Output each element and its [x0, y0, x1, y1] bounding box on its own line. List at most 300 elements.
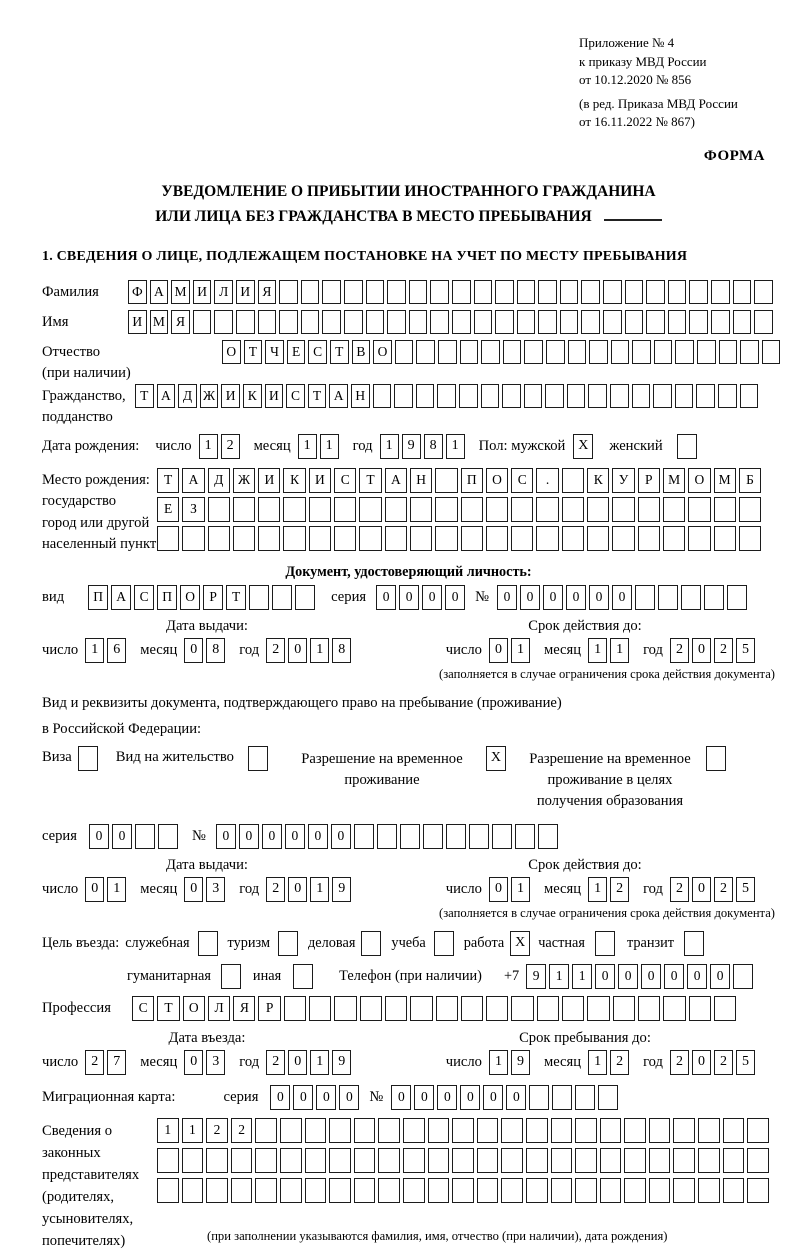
char-box[interactable]	[754, 280, 773, 304]
char-box[interactable]: Т	[244, 340, 263, 364]
char-box[interactable]	[560, 310, 579, 334]
purpose-transit-checkbox[interactable]	[684, 931, 704, 956]
char-box[interactable]: А	[385, 468, 407, 493]
char-box[interactable]	[635, 585, 655, 610]
char-box[interactable]: 2	[221, 434, 240, 459]
char-box[interactable]	[740, 340, 759, 364]
char-box[interactable]	[747, 1118, 769, 1143]
char-box[interactable]: 0	[641, 964, 661, 989]
char-box[interactable]: Р	[203, 585, 223, 610]
char-box[interactable]: П	[461, 468, 483, 493]
char-box[interactable]: 9	[332, 877, 351, 902]
char-box[interactable]: 2	[266, 877, 285, 902]
char-box[interactable]	[675, 384, 694, 408]
purpose-work-checkbox[interactable]: X	[510, 931, 530, 956]
char-box[interactable]	[366, 310, 385, 334]
char-box[interactable]	[322, 280, 341, 304]
char-box[interactable]: 0	[489, 877, 508, 902]
char-box[interactable]: Н	[351, 384, 370, 408]
char-box[interactable]	[385, 996, 407, 1021]
char-box[interactable]	[501, 1118, 523, 1143]
char-box[interactable]	[283, 497, 305, 522]
char-box[interactable]	[385, 526, 407, 551]
char-box[interactable]	[560, 280, 579, 304]
char-box[interactable]: 0	[489, 638, 508, 663]
char-box[interactable]	[704, 585, 724, 610]
char-box[interactable]	[452, 280, 471, 304]
char-box[interactable]: 1	[320, 434, 339, 459]
char-box[interactable]: О	[373, 340, 392, 364]
char-box[interactable]	[562, 497, 584, 522]
char-box[interactable]: 0	[270, 1085, 290, 1110]
char-box[interactable]: 3	[206, 1050, 225, 1075]
char-box[interactable]	[403, 1148, 425, 1173]
char-box[interactable]: 2	[206, 1118, 228, 1143]
char-box[interactable]	[236, 310, 255, 334]
char-box[interactable]: П	[157, 585, 177, 610]
char-box[interactable]	[258, 310, 277, 334]
char-box[interactable]	[575, 1085, 595, 1110]
char-box[interactable]: 0	[687, 964, 707, 989]
char-box[interactable]	[613, 996, 635, 1021]
char-box[interactable]: И	[258, 468, 280, 493]
residence-permit-checkbox[interactable]	[248, 746, 268, 771]
char-box[interactable]: Т	[330, 340, 349, 364]
char-box[interactable]	[638, 497, 660, 522]
char-box[interactable]: С	[132, 996, 154, 1021]
char-box[interactable]: П	[88, 585, 108, 610]
char-box[interactable]: 0	[618, 964, 638, 989]
char-box[interactable]: 1	[182, 1118, 204, 1143]
char-box[interactable]	[334, 996, 356, 1021]
char-box[interactable]	[301, 310, 320, 334]
char-box[interactable]	[279, 310, 298, 334]
char-box[interactable]	[517, 310, 536, 334]
char-box[interactable]	[385, 497, 407, 522]
char-box[interactable]: 0	[506, 1085, 526, 1110]
char-box[interactable]	[673, 1118, 695, 1143]
char-box[interactable]	[581, 280, 600, 304]
char-box[interactable]	[581, 310, 600, 334]
char-box[interactable]	[435, 526, 457, 551]
char-box[interactable]: 0	[422, 585, 442, 610]
char-box[interactable]	[481, 384, 500, 408]
char-box[interactable]	[435, 497, 457, 522]
char-box[interactable]: О	[180, 585, 200, 610]
char-box[interactable]	[739, 526, 761, 551]
purpose-study-checkbox[interactable]	[434, 931, 454, 956]
char-box[interactable]	[322, 310, 341, 334]
char-box[interactable]: 0	[288, 1050, 307, 1075]
char-box[interactable]	[378, 1118, 400, 1143]
char-box[interactable]	[481, 340, 500, 364]
char-box[interactable]	[681, 585, 701, 610]
char-box[interactable]: 0	[595, 964, 615, 989]
temp-residence-checkbox[interactable]: X	[486, 746, 506, 771]
char-box[interactable]	[446, 824, 466, 849]
char-box[interactable]	[612, 526, 634, 551]
char-box[interactable]	[536, 497, 558, 522]
char-box[interactable]	[625, 310, 644, 334]
char-box[interactable]: Р	[258, 996, 280, 1021]
char-box[interactable]	[663, 526, 685, 551]
char-box[interactable]	[410, 497, 432, 522]
char-box[interactable]	[551, 1118, 573, 1143]
char-box[interactable]	[611, 340, 630, 364]
char-box[interactable]	[723, 1118, 745, 1143]
char-box[interactable]: Т	[157, 996, 179, 1021]
char-box[interactable]	[689, 996, 711, 1021]
char-box[interactable]	[474, 280, 493, 304]
char-box[interactable]	[711, 310, 730, 334]
char-box[interactable]	[182, 526, 204, 551]
char-box[interactable]	[416, 384, 435, 408]
char-box[interactable]	[272, 585, 292, 610]
char-box[interactable]: 9	[402, 434, 421, 459]
char-box[interactable]	[689, 280, 708, 304]
char-box[interactable]: 1	[310, 877, 329, 902]
char-box[interactable]: 0	[308, 824, 328, 849]
char-box[interactable]	[329, 1118, 351, 1143]
char-box[interactable]: 0	[184, 877, 203, 902]
char-box[interactable]: 1	[511, 877, 530, 902]
char-box[interactable]	[377, 824, 397, 849]
char-box[interactable]	[697, 340, 716, 364]
char-box[interactable]: З	[182, 497, 204, 522]
char-box[interactable]: 7	[107, 1050, 126, 1075]
char-box[interactable]: 2	[266, 1050, 285, 1075]
char-box[interactable]	[378, 1148, 400, 1173]
char-box[interactable]	[477, 1118, 499, 1143]
char-box[interactable]: 2	[85, 1050, 104, 1075]
char-box[interactable]: М	[714, 468, 736, 493]
char-box[interactable]	[638, 526, 660, 551]
char-box[interactable]	[537, 996, 559, 1021]
char-box[interactable]: 1	[588, 1050, 607, 1075]
char-box[interactable]: 1	[298, 434, 317, 459]
char-box[interactable]: И	[128, 310, 147, 334]
char-box[interactable]	[545, 384, 564, 408]
char-box[interactable]	[739, 497, 761, 522]
char-box[interactable]	[689, 310, 708, 334]
char-box[interactable]	[430, 280, 449, 304]
char-box[interactable]	[486, 497, 508, 522]
char-box[interactable]: 1	[610, 638, 629, 663]
char-box[interactable]: 0	[339, 1085, 359, 1110]
char-box[interactable]: 0	[184, 638, 203, 663]
char-box[interactable]	[714, 526, 736, 551]
char-box[interactable]: 1	[588, 877, 607, 902]
char-box[interactable]	[517, 280, 536, 304]
char-box[interactable]	[157, 526, 179, 551]
char-box[interactable]: 0	[460, 1085, 480, 1110]
char-box[interactable]: 3	[206, 877, 225, 902]
char-box[interactable]: О	[183, 996, 205, 1021]
char-box[interactable]	[567, 384, 586, 408]
char-box[interactable]	[663, 996, 685, 1021]
char-box[interactable]: И	[221, 384, 240, 408]
char-box[interactable]: 2	[714, 1050, 733, 1075]
char-box[interactable]	[719, 340, 738, 364]
char-box[interactable]: 5	[736, 877, 755, 902]
char-box[interactable]	[305, 1118, 327, 1143]
char-box[interactable]	[495, 280, 514, 304]
char-box[interactable]	[428, 1178, 450, 1203]
char-box[interactable]: 0	[664, 964, 684, 989]
char-box[interactable]: 2	[670, 877, 689, 902]
char-box[interactable]	[552, 1085, 572, 1110]
char-box[interactable]	[354, 824, 374, 849]
char-box[interactable]: С	[308, 340, 327, 364]
char-box[interactable]: Д	[178, 384, 197, 408]
char-box[interactable]	[428, 1118, 450, 1143]
char-box[interactable]	[654, 340, 673, 364]
char-box[interactable]: 0	[589, 585, 609, 610]
char-box[interactable]: 5	[736, 638, 755, 663]
char-box[interactable]	[589, 340, 608, 364]
char-box[interactable]	[625, 280, 644, 304]
char-box[interactable]: С	[134, 585, 154, 610]
char-box[interactable]	[714, 996, 736, 1021]
char-box[interactable]	[354, 1118, 376, 1143]
char-box[interactable]: С	[511, 468, 533, 493]
char-box[interactable]	[437, 384, 456, 408]
char-box[interactable]	[538, 824, 558, 849]
char-box[interactable]	[673, 1178, 695, 1203]
char-box[interactable]	[747, 1178, 769, 1203]
char-box[interactable]	[329, 1148, 351, 1173]
char-box[interactable]	[301, 280, 320, 304]
char-box[interactable]: 0	[543, 585, 563, 610]
sex-male-checkbox[interactable]: X	[573, 434, 593, 459]
char-box[interactable]	[515, 824, 535, 849]
char-box[interactable]: И	[193, 280, 212, 304]
char-box[interactable]	[529, 1085, 549, 1110]
char-box[interactable]: 2	[714, 638, 733, 663]
char-box[interactable]: Ж	[200, 384, 219, 408]
char-box[interactable]: О	[688, 468, 710, 493]
char-box[interactable]	[668, 280, 687, 304]
char-box[interactable]: 1	[380, 434, 399, 459]
char-box[interactable]	[423, 824, 443, 849]
char-box[interactable]: Ж	[233, 468, 255, 493]
char-box[interactable]	[255, 1148, 277, 1173]
char-box[interactable]	[696, 384, 715, 408]
char-box[interactable]: 0	[497, 585, 517, 610]
char-box[interactable]	[718, 384, 737, 408]
char-box[interactable]	[157, 1148, 179, 1173]
char-box[interactable]	[394, 384, 413, 408]
char-box[interactable]	[387, 310, 406, 334]
char-box[interactable]	[403, 1118, 425, 1143]
char-box[interactable]	[551, 1148, 573, 1173]
char-box[interactable]	[280, 1118, 302, 1143]
char-box[interactable]	[649, 1148, 671, 1173]
char-box[interactable]: Н	[410, 468, 432, 493]
char-box[interactable]	[603, 310, 622, 334]
char-box[interactable]: 9	[511, 1050, 530, 1075]
char-box[interactable]	[477, 1148, 499, 1173]
char-box[interactable]	[486, 996, 508, 1021]
char-box[interactable]	[459, 384, 478, 408]
char-box[interactable]: С	[334, 468, 356, 493]
char-box[interactable]	[632, 384, 651, 408]
char-box[interactable]	[344, 310, 363, 334]
char-box[interactable]	[258, 497, 280, 522]
char-box[interactable]: 0	[483, 1085, 503, 1110]
char-box[interactable]	[410, 996, 432, 1021]
char-box[interactable]: 0	[293, 1085, 313, 1110]
char-box[interactable]	[428, 1148, 450, 1173]
char-box[interactable]: 0	[112, 824, 132, 849]
char-box[interactable]: 0	[288, 638, 307, 663]
char-box[interactable]	[378, 1178, 400, 1203]
char-box[interactable]: 1	[549, 964, 569, 989]
char-box[interactable]: Р	[638, 468, 660, 493]
char-box[interactable]	[675, 340, 694, 364]
char-box[interactable]: Л	[214, 280, 233, 304]
char-box[interactable]	[688, 526, 710, 551]
char-box[interactable]	[658, 585, 678, 610]
char-box[interactable]: 0	[391, 1085, 411, 1110]
char-box[interactable]	[284, 996, 306, 1021]
char-box[interactable]	[501, 1178, 523, 1203]
char-box[interactable]	[668, 310, 687, 334]
temp-residence-education-checkbox[interactable]	[706, 746, 726, 771]
char-box[interactable]	[733, 964, 753, 989]
char-box[interactable]	[233, 497, 255, 522]
char-box[interactable]	[344, 280, 363, 304]
char-box[interactable]: 2	[670, 1050, 689, 1075]
char-box[interactable]	[624, 1118, 646, 1143]
char-box[interactable]: 0	[316, 1085, 336, 1110]
char-box[interactable]	[249, 585, 269, 610]
char-box[interactable]	[334, 526, 356, 551]
char-box[interactable]: 2	[610, 1050, 629, 1075]
char-box[interactable]: Л	[208, 996, 230, 1021]
char-box[interactable]	[231, 1148, 253, 1173]
char-box[interactable]: А	[182, 468, 204, 493]
char-box[interactable]	[354, 1148, 376, 1173]
char-box[interactable]	[698, 1118, 720, 1143]
char-box[interactable]: 0	[184, 1050, 203, 1075]
char-box[interactable]	[255, 1178, 277, 1203]
char-box[interactable]: 1	[489, 1050, 508, 1075]
char-box[interactable]: А	[157, 384, 176, 408]
purpose-other-checkbox[interactable]	[293, 964, 313, 989]
char-box[interactable]	[366, 280, 385, 304]
char-box[interactable]	[409, 310, 428, 334]
char-box[interactable]: 0	[612, 585, 632, 610]
char-box[interactable]	[740, 384, 759, 408]
char-box[interactable]: 2	[670, 638, 689, 663]
char-box[interactable]	[524, 384, 543, 408]
char-box[interactable]: Т	[359, 468, 381, 493]
char-box[interactable]: Е	[287, 340, 306, 364]
char-box[interactable]: 1	[157, 1118, 179, 1143]
char-box[interactable]	[309, 526, 331, 551]
char-box[interactable]: 1	[511, 638, 530, 663]
char-box[interactable]	[279, 280, 298, 304]
char-box[interactable]	[435, 468, 457, 493]
char-box[interactable]	[600, 1178, 622, 1203]
char-box[interactable]: М	[171, 280, 190, 304]
char-box[interactable]: 1	[310, 1050, 329, 1075]
char-box[interactable]: 0	[85, 877, 104, 902]
char-box[interactable]	[575, 1118, 597, 1143]
char-box[interactable]	[387, 280, 406, 304]
char-box[interactable]	[452, 1178, 474, 1203]
char-box[interactable]	[452, 1148, 474, 1173]
char-box[interactable]	[329, 1178, 351, 1203]
char-box[interactable]	[295, 585, 315, 610]
char-box[interactable]	[632, 340, 651, 364]
char-box[interactable]	[526, 1148, 548, 1173]
sex-female-checkbox[interactable]	[677, 434, 697, 459]
char-box[interactable]: И	[265, 384, 284, 408]
char-box[interactable]	[206, 1148, 228, 1173]
char-box[interactable]	[562, 526, 584, 551]
char-box[interactable]	[503, 340, 522, 364]
char-box[interactable]: С	[286, 384, 305, 408]
char-box[interactable]	[536, 526, 558, 551]
char-box[interactable]: 1	[107, 877, 126, 902]
char-box[interactable]	[587, 497, 609, 522]
char-box[interactable]: 1	[310, 638, 329, 663]
char-box[interactable]	[747, 1148, 769, 1173]
char-box[interactable]	[587, 996, 609, 1021]
char-box[interactable]: .	[536, 468, 558, 493]
purpose-official-checkbox[interactable]	[198, 931, 218, 956]
char-box[interactable]	[727, 585, 747, 610]
char-box[interactable]	[646, 280, 665, 304]
char-box[interactable]: К	[587, 468, 609, 493]
char-box[interactable]	[231, 1178, 253, 1203]
char-box[interactable]	[646, 310, 665, 334]
char-box[interactable]	[430, 310, 449, 334]
char-box[interactable]	[538, 310, 557, 334]
char-box[interactable]: Я	[171, 310, 190, 334]
char-box[interactable]	[400, 824, 420, 849]
char-box[interactable]	[280, 1178, 302, 1203]
char-box[interactable]: 0	[692, 877, 711, 902]
char-box[interactable]: 6	[107, 638, 126, 663]
char-box[interactable]	[638, 996, 660, 1021]
char-box[interactable]: 1	[199, 434, 218, 459]
char-box[interactable]	[495, 310, 514, 334]
char-box[interactable]: О	[222, 340, 241, 364]
char-box[interactable]	[546, 340, 565, 364]
char-box[interactable]	[208, 526, 230, 551]
char-box[interactable]	[208, 497, 230, 522]
char-box[interactable]	[477, 1178, 499, 1203]
char-box[interactable]: М	[663, 468, 685, 493]
char-box[interactable]: К	[243, 384, 262, 408]
char-box[interactable]: 0	[710, 964, 730, 989]
char-box[interactable]	[511, 996, 533, 1021]
char-box[interactable]	[588, 384, 607, 408]
char-box[interactable]	[354, 1178, 376, 1203]
char-box[interactable]	[551, 1178, 573, 1203]
char-box[interactable]	[600, 1148, 622, 1173]
char-box[interactable]: Е	[157, 497, 179, 522]
char-box[interactable]	[511, 526, 533, 551]
char-box[interactable]: 0	[239, 824, 259, 849]
char-box[interactable]	[359, 526, 381, 551]
char-box[interactable]	[461, 996, 483, 1021]
char-box[interactable]	[511, 497, 533, 522]
char-box[interactable]	[562, 468, 584, 493]
